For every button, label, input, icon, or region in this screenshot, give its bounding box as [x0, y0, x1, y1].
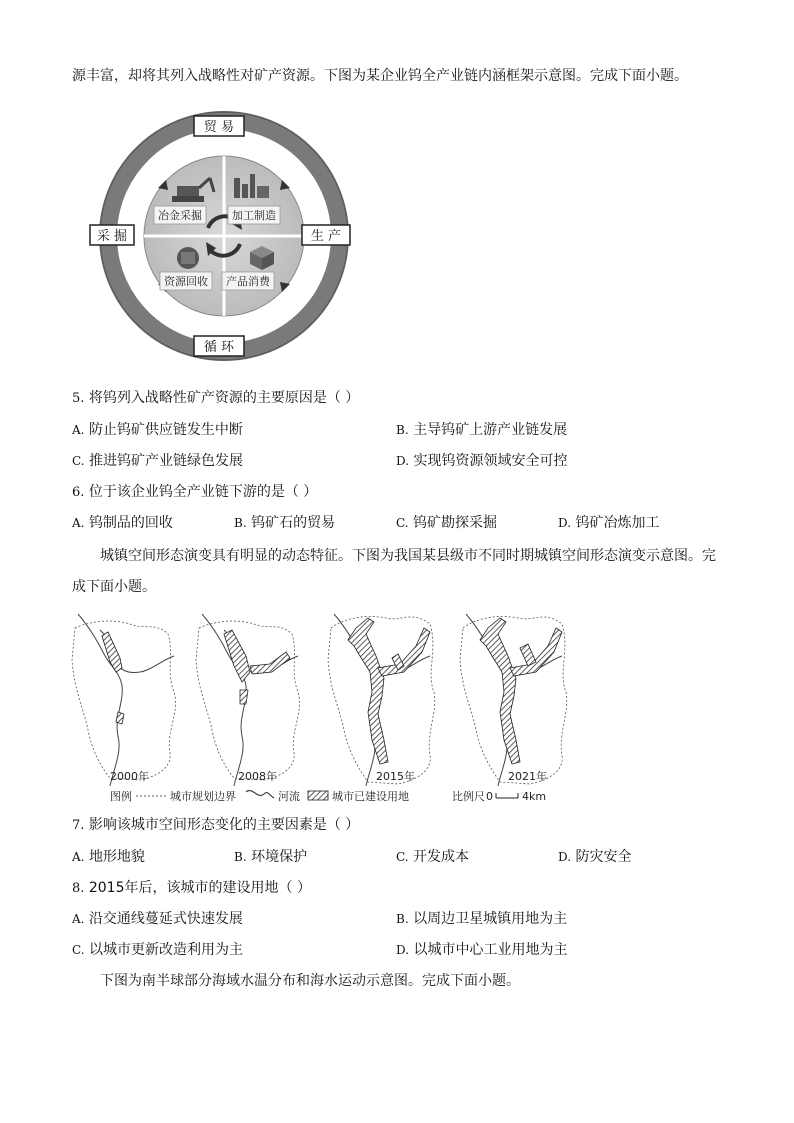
ring-label-right: 生 产	[310, 229, 342, 244]
intro-text-1: 源丰富，却将其列入战略性对矿产资源。下图为某企业钨全产业链内涵框架示意图。完成下面小题。	[72, 68, 688, 84]
legend-built-swatch	[308, 791, 328, 800]
q5-option-b: B. 主导钨矿上游产业链发展	[396, 422, 568, 438]
industry-chain-diagram	[82, 108, 372, 370]
ring-label-left: 采 掘	[96, 229, 128, 244]
q5-option-d: D. 实现钨资源领域安全可控	[396, 453, 568, 469]
quad-label-bl: 资源回收	[164, 275, 208, 288]
intro-text-2-line2: 成下面小题。	[72, 579, 156, 595]
intro-text-2-line1: 城镇空间形态演变具有明显的动态特征。下图为我国某县级市不同时期城镇空间形态演变示意图。完	[100, 548, 716, 564]
legend-title: 图例	[110, 790, 132, 803]
legend-river-icon	[246, 790, 274, 798]
q8-stem: 8. 2015年后，该城市的建设用地（ ）	[72, 880, 311, 896]
q7-stem: 7. 影响该城市空间形态变化的主要因素是（ ）	[72, 817, 360, 833]
legend-boundary-label: 城市规划边界	[170, 790, 236, 803]
q5-stem: 5. 将钨列入战略性矿产资源的主要原因是（ ）	[72, 390, 360, 406]
q7-option-d: D. 防灾安全	[558, 849, 632, 865]
map-2000	[72, 614, 176, 786]
q7-option-c: C. 开发成本	[396, 849, 470, 865]
q6-option-b: B. 钨矿石的贸易	[234, 515, 336, 531]
q6-option-d: D. 钨矿冶炼加工	[558, 515, 660, 531]
map-2021	[460, 614, 567, 786]
map-2008	[196, 614, 300, 786]
q6-option-a: A. 钨制品的回收	[72, 515, 173, 531]
q5-option-c: C. 推进钨矿产业链绿色发展	[72, 453, 244, 469]
q7-option-a: A. 地形地貌	[72, 849, 145, 865]
scale-value: 4km	[522, 790, 547, 803]
urban-evolution-maps	[70, 600, 570, 808]
quad-label-tr: 加工制造	[232, 209, 276, 222]
q6-stem: 6. 位于该企业钨全产业链下游的是（ ）	[72, 484, 318, 500]
q8-option-b: B. 以周边卫星城镇用地为主	[396, 911, 568, 927]
boundary-2000	[72, 621, 176, 780]
legend-river-label: 河流	[278, 790, 300, 803]
year-label-2008: 2008年	[238, 770, 277, 783]
q8-option-c: C. 以城市更新改造利用为主	[72, 942, 244, 958]
recycle-bin-icon	[177, 247, 199, 269]
intro-text-3: 下图为南半球部分海域水温分布和海水运动示意图。完成下面小题。	[100, 973, 520, 989]
year-label-2021: 2021年	[508, 770, 547, 783]
ring-label-bottom: 循 环	[203, 340, 235, 355]
q8-option-d: D. 以城市中心工业用地为主	[396, 942, 568, 958]
scale-zero: 0	[486, 790, 493, 803]
year-label-2000: 2000年	[110, 770, 149, 783]
quad-label-br: 产品消费	[226, 275, 270, 288]
scale-label: 比例尺	[452, 790, 485, 803]
q8-option-a: A. 沿交通线蔓延式快速发展	[72, 911, 243, 927]
year-label-2015: 2015年	[376, 770, 415, 783]
q7-option-b: B. 环境保护	[234, 849, 308, 865]
ring-label-top: 贸 易	[203, 120, 235, 135]
legend-built-label: 城市已建设用地	[332, 790, 409, 803]
q6-option-c: C. 钨矿勘探采掘	[396, 515, 498, 531]
quad-label-tl: 冶金采掘	[158, 209, 202, 222]
q5-option-a: A. 防止钨矿供应链发生中断	[72, 422, 243, 438]
map-2015	[328, 614, 435, 786]
